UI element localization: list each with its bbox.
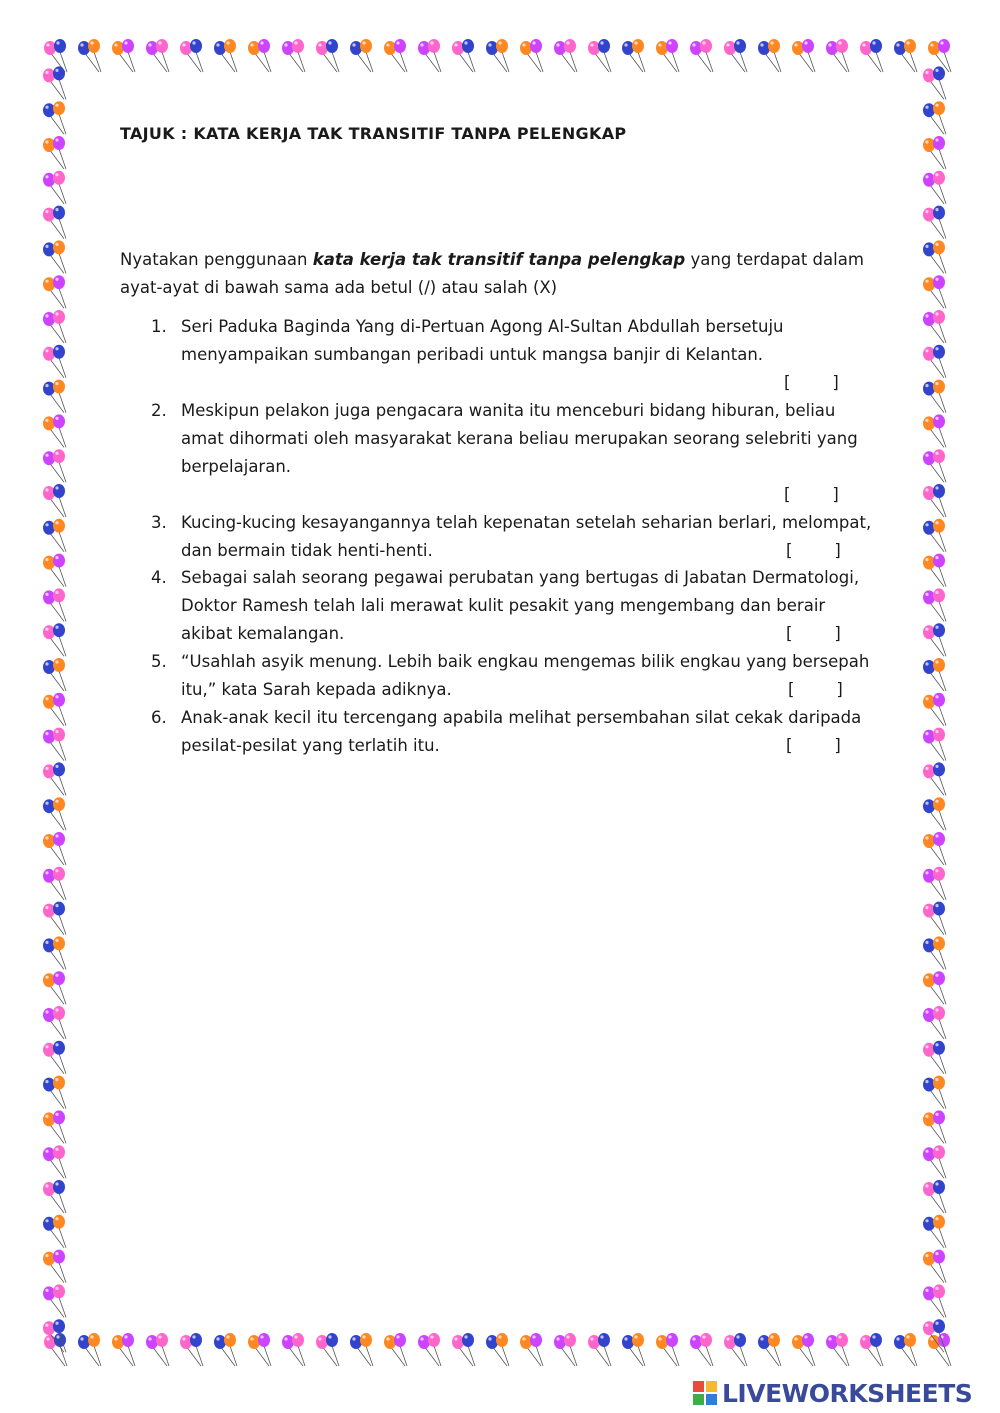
balloon-bunch-icon [894, 39, 917, 72]
balloon-bunch-icon [43, 1006, 66, 1039]
balloon-bunch-icon [43, 554, 66, 587]
brand-name: LIVEWORKSHEETS [722, 1378, 973, 1408]
balloon-bunch-icon [43, 310, 66, 343]
answer-box[interactable]: [ ] [786, 541, 841, 560]
balloon-bunch-icon [486, 39, 509, 72]
balloon-bunch-icon [43, 1110, 66, 1143]
balloon-bunch-icon [826, 39, 849, 72]
balloon-bunch-icon [43, 240, 66, 273]
balloon-bunch-icon [923, 762, 946, 795]
balloon-bunch-icon [43, 902, 66, 935]
balloon-bunch-icon [923, 1215, 946, 1248]
balloon-bunch-icon [43, 136, 66, 169]
balloon-bunch-icon [923, 171, 946, 204]
balloon-bunch-icon [43, 449, 66, 482]
balloon-bunch-icon [43, 206, 66, 239]
balloon-bunch-icon [923, 449, 946, 482]
worksheet-title: TAJUK : KATA KERJA TAK TRANSITIF TANPA PELENGKAP [120, 124, 627, 143]
question-text: amat dihormati oleh masyarakat kerana beliau merupakan seorang selebriti yang [181, 429, 858, 448]
balloon-bunch-icon [43, 623, 66, 656]
balloon-bunch-icon [923, 797, 946, 830]
question-text: Sebagai salah seorang pegawai perubatan yang bertugas di Jabatan Dermatologi, [181, 568, 860, 587]
balloon-bunch-icon [792, 39, 815, 72]
balloon-bunch-icon [43, 728, 66, 761]
balloon-bunch-icon [923, 1006, 946, 1039]
balloon-bunch-icon [860, 39, 883, 72]
liveworksheets-logo[interactable] [692, 1376, 972, 1410]
question-number: 6. [151, 708, 167, 727]
balloon-bunch-icon [826, 1333, 849, 1366]
balloon-bunch-icon [43, 588, 66, 621]
balloon-bunch-icon [43, 345, 66, 378]
balloon-bunch-icon [923, 66, 946, 99]
answer-box[interactable]: [ ] [784, 485, 839, 504]
balloon-bunch-icon [350, 39, 373, 72]
question-text: Anak-anak kecil itu tercengang apabila melihat persembahan silat cekak daripada [181, 708, 862, 727]
question-text: Seri Paduka Baginda Yang di-Pertuan Agong Al-Sultan Abdullah bersetuju [181, 317, 784, 336]
balloon-bunch-icon [923, 240, 946, 273]
balloon-bunch-icon [923, 588, 946, 621]
balloon-bunch-icon [43, 832, 66, 865]
balloon-bunch-icon [656, 1333, 679, 1366]
question-text: “Usahlah asyik menung. Lebih baik engkau mengemas bilik engkau yang bersepah [181, 652, 870, 671]
balloon-bunch-icon [923, 101, 946, 134]
balloon-bunch-icon [923, 623, 946, 656]
balloon-bunch-icon [43, 1180, 66, 1213]
balloon-bunch-icon [923, 728, 946, 761]
balloon-bunch-icon [923, 832, 946, 865]
balloon-bunch-icon [43, 66, 66, 99]
balloon-bunch-icon [923, 1319, 946, 1352]
balloon-bunch-icon [923, 275, 946, 308]
instruction-line2: ayat-ayat di bawah sama ada betul (/) atau salah (X) [120, 278, 558, 297]
balloon-bunch-icon [923, 206, 946, 239]
balloon-bunch-icon [486, 1333, 509, 1366]
balloon-bunch-icon [758, 39, 781, 72]
balloon-bunch-icon [418, 39, 441, 72]
balloon-bunch-icon [43, 101, 66, 134]
balloon-bunch-icon [180, 1333, 203, 1366]
balloon-bunch-icon [112, 1333, 135, 1366]
balloon-bunch-icon [418, 1333, 441, 1366]
balloon-bunch-icon [554, 1333, 577, 1366]
question-number: 4. [151, 568, 167, 587]
balloon-bunch-icon [724, 39, 747, 72]
balloon-bunch-icon [43, 936, 66, 969]
balloon-bunch-icon [520, 39, 543, 72]
question-text: dan bermain tidak henti-henti. [181, 541, 433, 560]
answer-box[interactable]: [ ] [784, 373, 839, 392]
balloon-bunch-icon [923, 136, 946, 169]
balloon-bunch-icon [43, 867, 66, 900]
balloon-bunch-icon [923, 345, 946, 378]
balloon-bunch-icon [923, 658, 946, 691]
balloon-bunch-icon [146, 39, 169, 72]
instruction-emphasis: kata kerja tak transitif tanpa pelengkap [312, 250, 686, 269]
balloon-bunch-icon [282, 1333, 305, 1366]
balloon-bunch-icon [43, 171, 66, 204]
balloon-bunch-icon [43, 1250, 66, 1283]
balloon-bunch-icon [112, 39, 135, 72]
question-text: itu,” kata Sarah kepada adiknya. [181, 680, 452, 699]
balloon-bunch-icon [520, 1333, 543, 1366]
balloon-bunch-icon [923, 1180, 946, 1213]
balloon-bunch-icon [923, 902, 946, 935]
balloon-bunch-icon [214, 1333, 237, 1366]
instruction-text [120, 246, 880, 302]
balloon-bunch-icon [43, 1319, 66, 1352]
balloon-bunch-icon [923, 971, 946, 1004]
balloon-bunch-icon [180, 39, 203, 72]
balloon-bunch-icon [248, 39, 271, 72]
balloon-bunch-icon [792, 1333, 815, 1366]
balloon-bunch-icon [384, 1333, 407, 1366]
balloon-bunch-icon [894, 1333, 917, 1366]
balloon-bunch-icon [724, 1333, 747, 1366]
answer-box[interactable]: [ ] [786, 736, 841, 755]
balloon-bunch-icon [622, 39, 645, 72]
balloon-bunch-icon [43, 414, 66, 447]
balloon-bunch-icon [43, 971, 66, 1004]
balloon-bunch-icon [146, 1333, 169, 1366]
instruction-after: yang terdapat dalam [685, 250, 864, 269]
balloon-bunch-icon [588, 1333, 611, 1366]
balloon-bunch-icon [43, 1284, 66, 1317]
question-text: berpelajaran. [181, 457, 292, 476]
balloon-bunch-icon [923, 484, 946, 517]
balloon-bunch-icon [43, 275, 66, 308]
balloon-bunch-icon [43, 519, 66, 552]
balloon-bunch-icon [214, 39, 237, 72]
balloon-bunch-icon [43, 797, 66, 830]
balloon-bunch-icon [588, 39, 611, 72]
balloon-bunch-icon [923, 554, 946, 587]
question-number: 3. [151, 513, 167, 532]
balloon-bunch-icon [43, 484, 66, 517]
balloon-border-left [38, 64, 82, 1354]
answer-box[interactable]: [ ] [788, 680, 843, 699]
balloon-bunch-icon [923, 1250, 946, 1283]
balloon-bunch-icon [923, 1041, 946, 1074]
question-number: 2. [151, 401, 167, 420]
liveworksheets-logo-icon [692, 1380, 718, 1406]
instruction-before: Nyatakan penggunaan [120, 250, 313, 269]
balloon-bunch-icon [43, 380, 66, 413]
balloon-bunch-icon [43, 1076, 66, 1109]
question-text: Meskipun pelakon juga pengacara wanita itu menceburi bidang hiburan, beliau [181, 401, 836, 420]
balloon-bunch-icon [656, 39, 679, 72]
balloon-bunch-icon [43, 693, 66, 726]
balloon-border-bottom [38, 1330, 962, 1374]
balloon-bunch-icon [690, 1333, 713, 1366]
balloon-bunch-icon [622, 1333, 645, 1366]
balloon-bunch-icon [248, 1333, 271, 1366]
balloon-bunch-icon [452, 1333, 475, 1366]
balloon-bunch-icon [923, 310, 946, 343]
balloon-bunch-icon [923, 693, 946, 726]
question-text: akibat kemalangan. [181, 624, 345, 643]
balloon-bunch-icon [282, 39, 305, 72]
balloon-bunch-icon [452, 39, 475, 72]
balloon-bunch-icon [860, 1333, 883, 1366]
balloon-bunch-icon [43, 1041, 66, 1074]
balloon-bunch-icon [554, 39, 577, 72]
balloon-bunch-icon [923, 1110, 946, 1143]
answer-box[interactable]: [ ] [786, 624, 841, 643]
balloon-bunch-icon [43, 658, 66, 691]
balloon-border-right [918, 64, 962, 1354]
question-number: 5. [151, 652, 167, 671]
balloon-bunch-icon [923, 414, 946, 447]
balloon-bunch-icon [43, 1145, 66, 1178]
balloon-bunch-icon [923, 1076, 946, 1109]
question-text: Kucing-kucing kesayangannya telah kepenatan setelah seharian berlari, melompat, [181, 513, 872, 532]
balloon-bunch-icon [384, 39, 407, 72]
balloon-bunch-icon [758, 1333, 781, 1366]
balloon-bunch-icon [690, 39, 713, 72]
balloon-bunch-icon [43, 1215, 66, 1248]
balloon-bunch-icon [923, 936, 946, 969]
balloon-bunch-icon [43, 762, 66, 795]
balloon-bunch-icon [316, 1333, 339, 1366]
question-text: Doktor Ramesh telah lali merawat kulit pesakit yang mengembang dan berair [181, 596, 826, 615]
balloon-border-top [38, 36, 962, 80]
question-text: pesilat-pesilat yang terlatih itu. [181, 736, 440, 755]
balloon-bunch-icon [923, 867, 946, 900]
balloon-bunch-icon [923, 380, 946, 413]
balloon-bunch-icon [923, 1284, 946, 1317]
balloon-bunch-icon [316, 39, 339, 72]
balloon-bunch-icon [350, 1333, 373, 1366]
question-number: 1. [151, 317, 167, 336]
question-text: menyampaikan sumbangan peribadi untuk mangsa banjir di Kelantan. [181, 345, 764, 364]
balloon-bunch-icon [923, 519, 946, 552]
balloon-bunch-icon [923, 1145, 946, 1178]
